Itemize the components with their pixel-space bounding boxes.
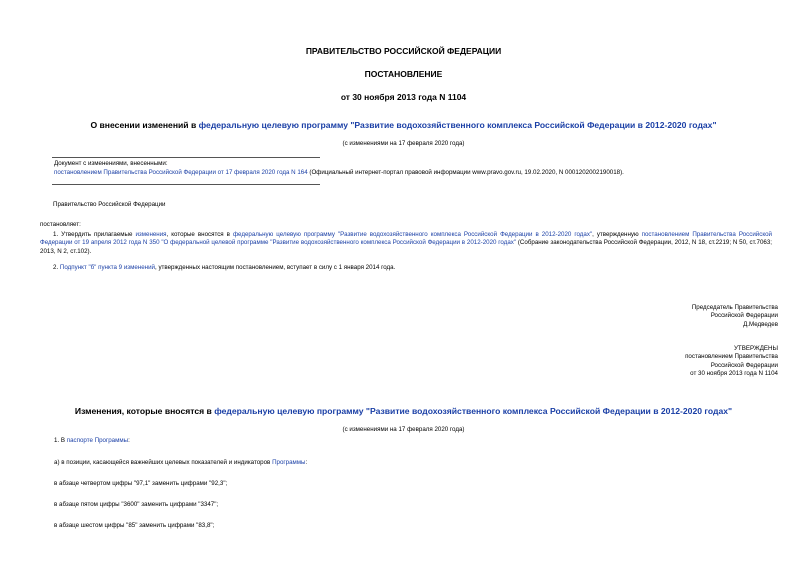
signature-block bbox=[692, 304, 778, 329]
title-prefix: О внесении изменений в bbox=[90, 120, 199, 130]
program-link[interactable]: Программы bbox=[272, 459, 306, 466]
item-a-end: : bbox=[305, 459, 308, 466]
approved-line-3: Российской Федерации bbox=[710, 361, 778, 369]
p2-num: 2. bbox=[53, 264, 60, 271]
changes-top-rule bbox=[52, 157, 320, 158]
approved-block bbox=[685, 345, 778, 379]
p2-text: , утвержденных настоящим постановлением, вступает в силу с 1 января 2014 года. bbox=[155, 264, 396, 271]
item-1 bbox=[54, 437, 130, 445]
signature-line-3: Д.Медведев bbox=[743, 320, 778, 328]
changes-label: Документ с изменениями, внесенными: bbox=[54, 160, 168, 167]
p2-subpoint-link[interactable]: Подпункт "б" пункта 9 изменений bbox=[59, 264, 155, 271]
changes-decree-link[interactable]: постановлением Правительства Российской Федерации от 17 февраля 2020 года N 164 bbox=[54, 169, 308, 176]
item-1-text-b: : bbox=[128, 437, 130, 444]
item-a bbox=[54, 459, 307, 467]
signature-line-1: Председатель Правительства bbox=[691, 304, 778, 311]
approved-line-1: УТВЕРЖДЕНЫ bbox=[734, 345, 778, 352]
changes-entry-rest: (Официальный интернет-портал правовой информации www.pravo.gov.ru, 19.02.2020, N 0001202002190018). bbox=[307, 169, 624, 176]
approved-line-2: постановлением Правительства bbox=[685, 353, 778, 361]
header-org: ПРАВИТЕЛЬСТВО РОССИЙСКОЙ ФЕДЕРАЦИИ bbox=[305, 46, 502, 56]
title-program-link[interactable]: федеральную целевую программу "Развитие водохозяйственного комплекса Российской Федерации в 2012-2020 годах" bbox=[198, 120, 717, 130]
changes-program-link[interactable]: федеральную целевую программу "Развитие водохозяйственного комплекса Российской Федерации в 2012-2020 годах" bbox=[214, 406, 733, 416]
changes-title bbox=[0, 406, 807, 416]
item-1-text-a: 1. В bbox=[54, 437, 67, 444]
p1-program-link[interactable]: федеральную целевую программу "Развитие водохозяйственного комплекса Российской Федерации в 2012-2020 годах" bbox=[232, 231, 593, 238]
p1-text-d: (Собрание законодательства Российской Федерации, 2012, N 18, ст.2219; N 50, ст.7063; 2013, N 2, ст.102). bbox=[40, 239, 772, 255]
document-title bbox=[0, 120, 807, 130]
changes-amend-note: (с изменениями на 17 февраля 2020 года) bbox=[342, 426, 465, 433]
government-line: Правительство Российской Федерации bbox=[53, 201, 166, 208]
p1-text-b: , которые вносятся в bbox=[166, 231, 233, 238]
p1-decree-350-link[interactable]: постановлением Правительства Российской Федерации от 19 апреля 2012 года N 350 "О федеральной целевой программе "Развитие водохозяйственного комплекса Российской Федерации в 2012-2020 годах" bbox=[40, 231, 772, 247]
approved-line-4: от 30 ноября 2013 года N 1104 bbox=[690, 370, 778, 378]
changes-title-prefix: Изменения, которые вносятся в bbox=[74, 406, 215, 416]
amend-line-2: в абзаце пятом цифры "3600" заменить цифрами "3347"; bbox=[54, 501, 219, 508]
paragraph-1 bbox=[40, 231, 772, 256]
header-doc-type: ПОСТАНОВЛЕНИЕ bbox=[364, 69, 443, 79]
header-date: от 30 ноября 2013 года N 1104 bbox=[340, 92, 467, 102]
signature-line-2: Российской Федерации bbox=[710, 312, 778, 320]
amend-line-3: в абзаце шестом цифры "85" заменить цифрами "83,8"; bbox=[54, 522, 215, 529]
paragraph-2 bbox=[40, 264, 772, 272]
program-passport-link[interactable]: паспорте Программы bbox=[66, 437, 129, 444]
decrees-line: постановляет: bbox=[40, 221, 81, 228]
changes-bottom-rule bbox=[52, 184, 320, 185]
p1-text-c: , утвержденную bbox=[592, 231, 642, 238]
changes-entry bbox=[54, 169, 774, 177]
title-amend-note: (с изменениями на 17 февраля 2020 года) bbox=[342, 140, 465, 147]
item-a-text: а) в позиции, касающейся важнейших целевых показателей и индикаторов bbox=[54, 459, 273, 466]
p1-text-a: 1. Утвердить прилагаемые bbox=[53, 231, 136, 238]
p1-changes-link[interactable]: изменения bbox=[135, 231, 167, 238]
amend-line-1: в абзаце четвертом цифры "97,1" заменить цифрами "92,3"; bbox=[54, 480, 228, 487]
